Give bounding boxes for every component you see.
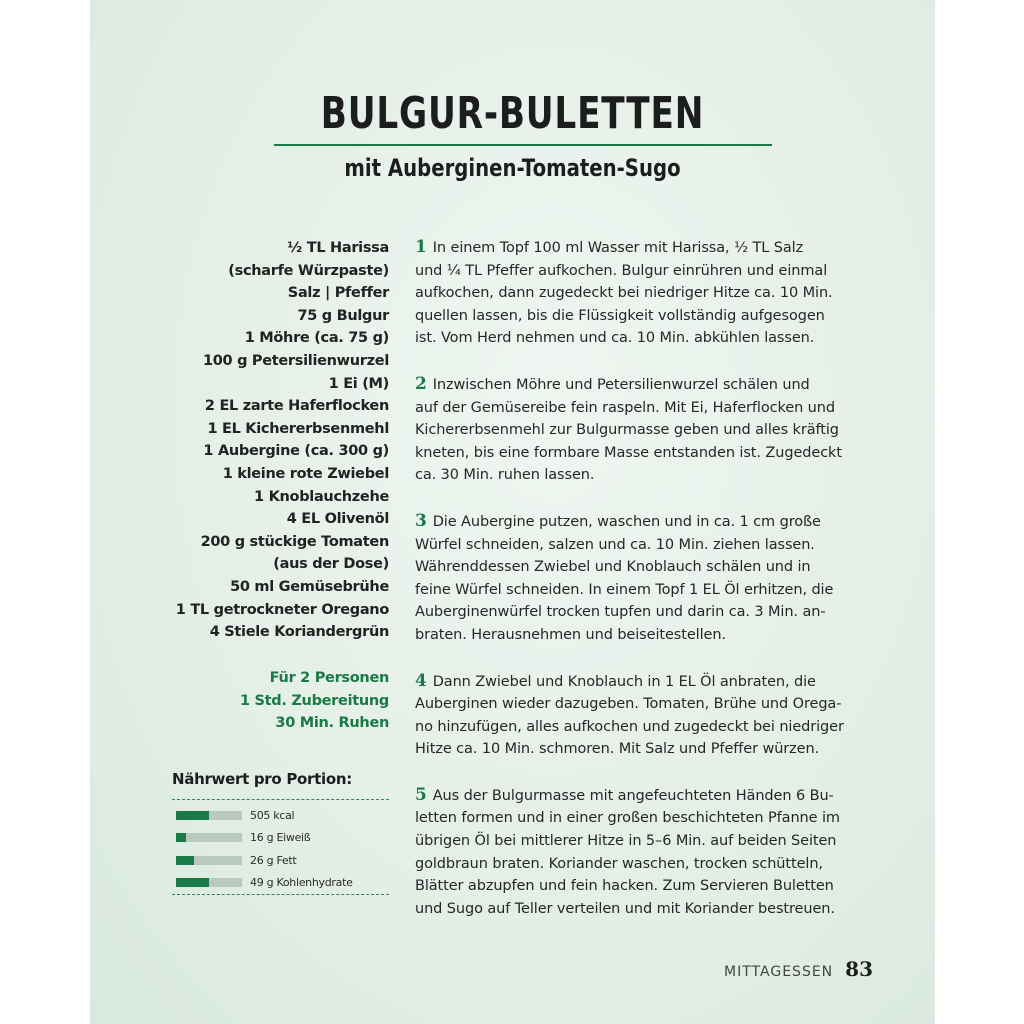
step-number: 4	[415, 670, 427, 691]
ingredient-item: Salz | Pfeffer	[287, 285, 389, 302]
step-line: übrigen Öl bei mittlerer Hitze in 5–6 Min. auf beiden Seiten	[415, 833, 837, 850]
nutrition-item	[176, 804, 391, 827]
step-line: Währenddessen Zwiebel und Knoblauch schälen und in	[415, 559, 811, 576]
step-number: 3	[415, 510, 427, 531]
nutrition-bar-fill	[176, 811, 209, 820]
ingredient-item: 1 Möhre (ca. 75 g)	[244, 330, 389, 347]
ingredient-item: 1 kleine rote Zwiebel	[222, 465, 389, 482]
nutrition-label: 26 g Fett	[250, 853, 297, 867]
step-line: Auberginenwürfel trocken tupfen und darin ca. 3 Min. an-	[415, 604, 826, 621]
step-line: kneten, bis eine formbare Masse entstanden ist. Zugedeckt	[415, 444, 842, 461]
step-line: goldbraun braten. Koriander waschen, trocken schütteln,	[415, 855, 823, 872]
step-4	[415, 670, 885, 761]
ingredient-item: (aus der Dose)	[273, 556, 389, 573]
nutrition-bar	[176, 811, 242, 820]
nutrition-label: 16 g Eiweiß	[250, 831, 311, 845]
step-2	[415, 373, 885, 487]
ingredient-item: 1 EL Kichererbsenmehl	[207, 420, 389, 437]
ingredient-list	[129, 237, 389, 644]
nutrition-bar	[176, 878, 242, 887]
ingredient-item: 1 TL getrockneter Oregano	[175, 601, 389, 618]
step-line: Kichererbsenmehl zur Bulgurmasse geben und alles kräftig	[415, 422, 839, 439]
ingredient-item: 1 Knoblauchzehe	[254, 488, 389, 505]
step-line	[415, 236, 885, 260]
title-divider	[274, 144, 772, 146]
step-line	[415, 784, 885, 808]
nutrition-item	[176, 872, 391, 895]
nutrition-label: 505 kcal	[250, 808, 295, 822]
step-line: Blätter abzupfen und fein hacken. Zum Servieren Buletten	[415, 878, 834, 895]
step-line: quellen lassen, bis die Flüssigkeit vollständig aufgesogen	[415, 307, 825, 324]
page-footer	[724, 957, 873, 981]
step-line-text: Inzwischen Möhre und Petersilienwurzel schälen und	[432, 376, 810, 393]
step-line	[415, 670, 885, 694]
step-number: 2	[415, 373, 427, 394]
nutrition-divider-bottom	[172, 894, 389, 895]
nutrition-bar	[176, 833, 242, 842]
step-text	[415, 784, 885, 921]
ingredient-item: 75 g Bulgur	[297, 307, 389, 324]
section-name: MITTAGESSEN	[724, 964, 834, 980]
nutrition-label: 49 g Kohlenhydrate	[250, 876, 353, 890]
step-text	[415, 236, 885, 350]
step-line	[415, 510, 885, 534]
step-line: Auberginen wieder dazugeben. Tomaten, Brühe und Orega-	[415, 696, 842, 713]
ingredient-item: ½ TL Harissa	[287, 240, 389, 256]
step-line: letten formen und in einer großen beschichteten Pfanne im	[415, 810, 840, 827]
step-line	[415, 373, 885, 397]
ingredient-item: 4 EL Olivenöl	[286, 511, 389, 528]
nutrition-bar	[176, 856, 242, 865]
ingredient-item: (scharfe Würzpaste)	[228, 262, 389, 279]
step-line: Würfel schneiden, salzen und ca. 10 Min. ziehen lassen.	[415, 536, 815, 553]
step-line: ist. Vom Herd nehmen und ca. 10 Min. abkühlen lassen.	[415, 330, 815, 347]
ingredient-item: 50 ml Gemüsebrühe	[230, 578, 389, 595]
step-1	[415, 236, 885, 350]
meta-item: Für 2 Personen	[269, 670, 389, 686]
step-line: Hitze ca. 10 Min. schmoren. Mit Salz und Pfeffer würzen.	[415, 741, 820, 758]
step-number: 5	[415, 784, 427, 805]
step-line-text: Dann Zwiebel und Knoblauch in 1 EL Öl anbraten, die	[432, 673, 816, 690]
step-line: und ¼ TL Pfeffer aufkochen. Bulgur einrühren und einmal	[415, 262, 828, 279]
recipe-subtitle: mit Auberginen-Tomaten-Sugo	[344, 154, 681, 182]
nutrition-item	[176, 827, 391, 850]
meta-item: 30 Min. Ruhen	[275, 715, 389, 732]
step-line: und Sugo auf Teller verteilen und mit Koriander bestreuen.	[415, 900, 835, 917]
recipe-title: BULGUR-BULETTEN	[320, 88, 705, 139]
nutrition-bar-fill	[176, 878, 209, 887]
nutrition-bar-fill	[176, 833, 186, 842]
page-number: 83	[845, 957, 873, 981]
recipe-meta	[129, 667, 389, 735]
preparation-steps	[415, 236, 885, 943]
step-5	[415, 784, 885, 921]
step-line: aufkochen, dann zugedeckt bei niedriger Hitze ca. 10 Min.	[415, 285, 833, 302]
step-text	[415, 373, 885, 487]
step-line: no hinzufügen, alles aufkochen und zugedeckt bei niedriger	[415, 718, 844, 735]
cookbook-page	[90, 0, 935, 1024]
nutrition-heading: Nährwert pro Portion:	[172, 770, 352, 788]
meta-item: 1 Std. Zubereitung	[239, 692, 389, 709]
step-line: auf der Gemüsereibe fein raspeln. Mit Ei, Haferflocken und	[415, 399, 835, 416]
step-text	[415, 670, 885, 761]
step-line-text: Die Aubergine putzen, waschen und in ca. 1 cm große	[432, 513, 821, 530]
ingredient-item: 1 Aubergine (ca. 300 g)	[203, 443, 389, 460]
step-line: ca. 30 Min. ruhen lassen.	[415, 467, 595, 484]
nutrition-list	[176, 804, 391, 894]
step-line-text: In einem Topf 100 ml Wasser mit Harissa, ½ TL Salz	[432, 240, 804, 256]
step-text	[415, 510, 885, 647]
ingredient-item: 100 g Petersilienwurzel	[202, 352, 389, 369]
step-line: feine Würfel schneiden. In einem Topf 1 EL Öl erhitzen, die	[415, 581, 834, 598]
ingredient-item: 200 g stückige Tomaten	[200, 533, 389, 550]
nutrition-bar-fill	[176, 856, 194, 865]
ingredient-item: 2 EL zarte Haferflocken	[204, 398, 389, 415]
step-line-text: Aus der Bulgurmasse mit angefeuchteten Händen 6 Bu-	[432, 787, 834, 804]
ingredient-item: 1 Ei (M)	[328, 375, 389, 392]
step-3	[415, 510, 885, 647]
ingredient-item: 4 Stiele Koriandergrün	[209, 624, 389, 641]
step-line: braten. Herausnehmen und beiseitestellen.	[415, 626, 726, 643]
step-number: 1	[415, 237, 427, 257]
nutrition-divider-top	[172, 799, 389, 800]
nutrition-item	[176, 849, 391, 872]
